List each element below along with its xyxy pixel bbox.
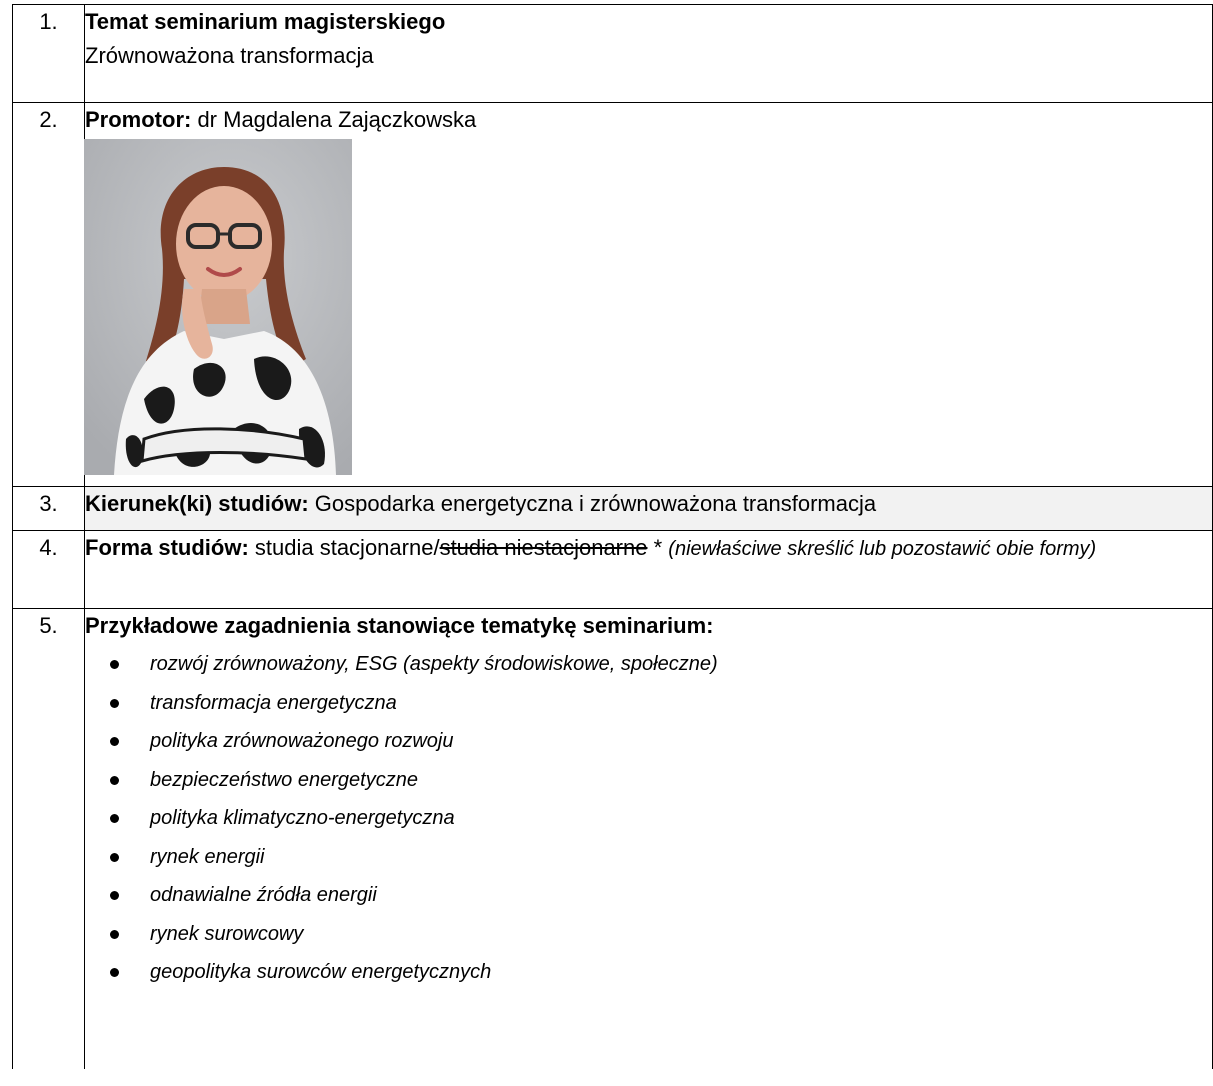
row-number: 1. bbox=[13, 5, 85, 103]
promoter-label: Promotor: bbox=[85, 107, 192, 132]
row-number: 3. bbox=[13, 487, 85, 531]
row-content bbox=[85, 531, 1213, 609]
promoter-photo bbox=[84, 139, 352, 475]
row-number: 2. bbox=[13, 103, 85, 487]
list-item: odnawialne źródła energii bbox=[85, 876, 1212, 915]
field-of-study-label: Kierunek(ki) studiów: bbox=[85, 491, 309, 516]
row-number: 5. bbox=[13, 609, 85, 1069]
topics-heading: Przykładowe zagadnienia stanowiące tematykę seminarium: bbox=[85, 613, 714, 638]
seminar-table bbox=[12, 4, 1213, 1069]
list-item: rozwój zrównoważony, ESG (aspekty środowiskowe, społeczne) bbox=[85, 645, 1212, 684]
table-row bbox=[13, 487, 1213, 531]
list-item: transformacja energetyczna bbox=[85, 684, 1212, 723]
seminar-title-label: Temat seminarium magisterskiego bbox=[85, 9, 446, 34]
row-content bbox=[85, 487, 1213, 531]
row-content bbox=[85, 5, 1213, 103]
row-number: 4. bbox=[13, 531, 85, 609]
list-item: polityka klimatyczno-energetyczna bbox=[85, 799, 1212, 838]
topics-list bbox=[85, 645, 1212, 992]
study-form-value: studia stacjonarne/ bbox=[248, 535, 440, 560]
table-row bbox=[13, 531, 1213, 609]
list-item: rynek surowcowy bbox=[85, 915, 1212, 954]
list-item: bezpieczeństwo energetyczne bbox=[85, 761, 1212, 800]
field-of-study-value: Gospodarka energetyczna i zrównoważona transformacja bbox=[308, 491, 877, 516]
list-item: geopolityka surowców energetycznych bbox=[85, 953, 1212, 992]
table-row bbox=[13, 5, 1213, 103]
row-content bbox=[85, 609, 1213, 1069]
seminar-title-value: Zrównoważona transformacja bbox=[85, 43, 374, 68]
list-item: rynek energii bbox=[85, 838, 1212, 877]
asterisk-mark: * bbox=[647, 535, 669, 560]
table-row bbox=[13, 609, 1213, 1069]
study-form-struck-value: studia niestacjonarne bbox=[439, 535, 648, 560]
row-content bbox=[85, 103, 1213, 487]
study-form-note: (niewłaściwe skreślić lub pozostawić obie formy) bbox=[668, 538, 1097, 560]
promoter-line bbox=[85, 103, 1212, 137]
table-row bbox=[13, 103, 1213, 487]
list-item: polityka zrównoważonego rozwoju bbox=[85, 722, 1212, 761]
promoter-name: dr Magdalena Zajączkowska bbox=[191, 107, 477, 132]
study-form-label: Forma studiów: bbox=[85, 535, 249, 560]
